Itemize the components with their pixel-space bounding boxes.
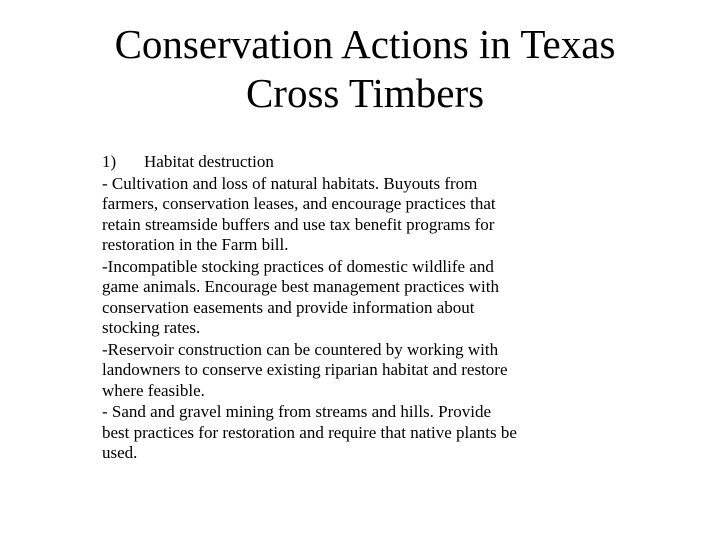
paragraph-line: - Cultivation and loss of natural habitats. Buyouts from [102, 173, 478, 193]
title-line-2: Cross Timbers [245, 70, 485, 116]
paragraph-line: used. [102, 443, 138, 462]
paragraph-line: retain streamside buffers and use tax benefit programs for [102, 214, 495, 234]
paragraph-line: game animals. Encourage best management practices with [102, 277, 499, 296]
section-number: 1) [102, 152, 117, 171]
paragraph-line: best practices for restoration and require that native plants be [102, 422, 517, 442]
paragraph-line: - Sand and gravel mining from streams and hills. Provide [102, 402, 492, 421]
section-heading [102, 152, 602, 173]
title-line-1: Conservation Actions in Texas [114, 21, 616, 67]
paragraph-mining [102, 402, 602, 464]
paragraph-line: -Reservoir construction can be countered by working with [102, 339, 499, 359]
paragraph-line: -Incompatible stocking practices of domestic wildlife and [102, 256, 494, 276]
paragraph-cultivation [102, 174, 602, 256]
paragraph-line: conservation easements and provide information about [102, 297, 475, 317]
paragraph-line: restoration in the Farm bill. [102, 235, 289, 254]
section-heading-text: Habitat destruction [144, 152, 274, 171]
paragraph-line: stocking rates. [102, 318, 201, 337]
paragraph-line: where feasible. [102, 380, 205, 400]
paragraph-reservoir [102, 340, 602, 402]
paragraph-line: landowners to conserve existing riparian habitat and restore [102, 360, 508, 379]
paragraph-line: farmers, conservation leases, and encourage practices that [102, 194, 496, 213]
paragraph-stocking [102, 257, 602, 339]
slide-title [60, 20, 670, 118]
slide-body [102, 152, 602, 465]
